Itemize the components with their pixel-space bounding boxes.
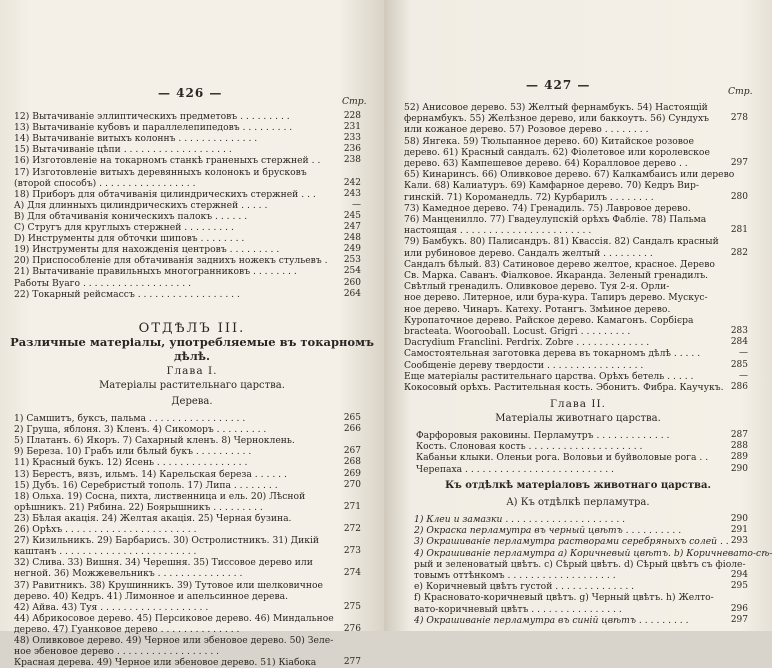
toc-entry-text: 18) Ольха. 19) Сосна, пихта, лиственница и ель. 20) Лѣсной [14,490,306,502]
page-number: — 427 — [526,78,591,92]
toc-entry-text: Черепаха . . . . . . . . . . . . . . . . . . . . . . . . . . [416,463,614,475]
toc-entry-text: 48) Оливковое дерево. 49) Черное или эбеновое дерево. 50) Зеле- [14,635,334,646]
toc-entry-text: B) Для обтачиванія коническихъ палокъ . . . . . . [14,210,248,222]
toc-entry-text: Сообщеніе дереву твердости . . . . . . . . . . . . . . . . . [404,359,644,371]
toc-entry-text: 73) Камедное дерево. 74) Гренадиль. 75) Лавровое дерево. [404,202,691,214]
toc-entry-page: 266 [343,424,361,435]
toc-entry-text: или кожаное дерево. 57) Розовое дерево . . . . . . . . [404,124,649,136]
toc-entry-text: e) Коричневый цвѣтъ густой . . . . . . . . . . . . . . [414,581,635,593]
toc-entry-text: 27) Кизильникъ. 29) Барбарисъ. 30) Остролистникъ. 31) Дикій [14,535,320,547]
toc-entry-page: 290 [730,514,748,524]
toc-entry-page: 278 [730,113,748,124]
toc-entry-text: каштанъ . . . . . . . . . . . . . . . . . . . . . . . . [14,546,197,558]
toc-entry-text: Сандалъ бѣлый. 83) Сатиновое дерево желтое, красное. Дерево [404,258,715,270]
toc-entry-text: 52) Анисовое дерево. 53) Желтый фернамбукъ. 54) Настоящій [404,102,708,113]
toc-entry-page: 276 [343,623,361,634]
toc-entry-text: 12) Вытачиваніе эллиптическихъ предметовъ . . . . . . . . . [14,111,290,122]
toc-entry-text: D) Инструменты для обточки шиповъ . . . . . . . . [14,233,245,245]
toc-entry-text: Свѣтлый гренадилъ. Оливковое дерево. Туя 2-я. Орли- [404,281,670,293]
toc-entry-page: 260 [343,277,361,288]
toc-entry-text: 15) Дубъ. 16) Серебристый тополь. 17) Липа . . . . . . . . [14,479,278,491]
toc-entry-page: 233 [343,133,361,144]
toc-entry-text: 4) Окрашиваніе перламутра въ синій цвѣтъ . . . . . . . . . [414,614,689,626]
toc-entry-page: 286 [730,382,748,392]
toc-entry-text: 65) Кинаринсъ. 66) Оливковое дерево. 67) Калкамбаисъ или дерево [404,169,735,181]
section-subtitle: Различные матеріалы, употребляемые въ токарномъ [10,335,374,349]
toc-entry-text: C) Стругъ для круглыхъ стержней . . . . . . . . . [14,222,234,233]
chapter-title: Глава II. [549,398,607,410]
page-number: — 426 — [158,86,223,100]
toc-entry-text: 11) Красный букъ. 12) Ясень . . . . . . . . . . . . . . . . [14,457,248,469]
toc-entry-text: 2) Окраска перламутра въ черный цвѣтъ . . . . . . . . . . [414,525,682,537]
toc-entry-page: 294 [730,570,748,580]
toc-entry-page: 270 [343,479,361,490]
page-column-label: Стр. [728,86,753,97]
toc-entry-text: Кость. Слоновая кость . . . . . . . . . . . . . . . . . . . . [416,441,643,453]
toc-entry-text: 58) Янгека. 59) Тюльпанное дерево. 60) Китайское розовое [404,135,694,147]
toc-entry-page: 275 [343,601,361,612]
toc-entry-page: 242 [343,177,361,188]
toc-entry-page: 228 [343,111,361,121]
toc-entry-text: 13) Вытачиваніе кубовъ и параллелепипедовъ . . . . . . . . . [14,122,293,134]
toc-entry-text: фернамбукъ. 55) Желѣзное дерево, или баккоутъ. 56) Сундухъ [404,113,709,125]
toc-entry-text: 44) Абрикосовое дерево. 45) Персиковое дерево. 46) Миндальное [14,612,334,624]
toc-entry-text: Самостоятельная заготовка дерева въ токарномъ дѣлѣ . . . . . [404,348,701,360]
toc-entry-text: Кабаньи клыки. Оленьи рога. Воловьи и буйволовые рога . . [416,452,709,464]
group-subtitle: A) Къ отдѣлкѣ перламутра. [506,497,650,508]
toc-entry-page: — [739,370,748,381]
toc-entry-page: 285 [730,359,748,370]
toc-entry-page: 236 [343,144,361,155]
toc-entry-page: 290 [730,463,748,474]
toc-entry-text: 1) Клеи и замазки . . . . . . . . . . . . . . . . . . . . . [414,514,626,525]
toc-entry-page: 243 [343,188,361,199]
toc-entry-text: 1) Самшитъ, буксъ, пальма . . . . . . . . . . . . . . . . . [14,413,246,424]
toc-entry-text: 22) Токарный рейсмассъ . . . . . . . . . . . . . . . . . . [14,288,240,300]
toc-entry-text: дерево. 47) Гуанковое дерево . . . . . . . . . . . . . . [14,623,240,635]
toc-entry-text: 20) Приспособленіе для обтачиванія заднихъ ножекъ стульевъ . [14,255,328,267]
toc-entry-text: 17) Изготовленіе витыхъ деревянныхъ колонокъ и брусковъ [14,166,307,178]
toc-entry-page: 248 [343,233,361,244]
toc-entry-page: 283 [730,326,748,336]
toc-entry-text: Еще матеріалы растительнаго царства. Орѣхъ бетель . . . . . [404,370,694,382]
toc-entry-page: 277 [343,657,361,668]
toc-entry-page: 268 [343,457,361,468]
chapter-subtitle: Матеріалы животнаго царства. [495,413,661,424]
toc-entry-text: орѣшникъ. 21) Рябина. 22) Боярышникъ . . . . . . . . . [14,501,263,513]
toc-entry-page: 296 [730,603,748,614]
toc-entry-text: ное дерево. Чинаръ. Катеху. Ротангъ. Змѣиное дерево. [404,303,671,315]
toc-entry-text: 15) Вытачиваніе цѣпи . . . . . . . . . . . . . . . . . . . [14,144,232,156]
section-title: ОТДѢЛЪ III. [138,321,246,336]
chapter-subtitle: Матеріалы растительнаго царства. [99,380,285,391]
toc-entry-page: 297 [730,158,748,168]
toc-entry-page: 265 [343,413,361,423]
toc-entry-text: Dacrydium Franclini. Perdrix. Zobre . . . . . . . . . . . . . [404,337,650,349]
toc-entry-text: или рубиновое дерево. Сандалъ желтый . . . . . . . . . [404,247,653,259]
toc-entry-text: дерево. 63) Кампешевое дерево. 64) Коралловое дерево . . [404,158,688,169]
left-page [0,0,384,668]
toc-entry-text: 37) Равитникъ. 38) Крушинникъ. 39) Тутовое или шелковичное [14,579,323,591]
toc-entry-page: 272 [343,524,361,534]
toc-entry-page: 231 [343,122,361,133]
toc-entry-text: Кокосовый орѣхъ. Растительная кость. Эбонитъ. Фибра. Каучукъ. [404,382,724,393]
toc-entry-page: 293 [730,536,748,547]
toc-entry-page: 288 [730,441,748,452]
toc-entry-text: ное дерево. Литерное, или бура-кура. Тапиръ дерево. Мускус- [404,292,708,304]
toc-entry-text: 3) Окрашиваніе перламутра растворами серебряныхъ солей . . [414,536,729,548]
toc-entry-text: 42) Айва. 43) Туя . . . . . . . . . . . . . . . . . . . [14,601,209,613]
toc-entry-text: Св. Марка. Саванъ. Фіалковое. Якаранда. Зеленый гренадилъ. [404,270,709,281]
toc-entry-text: вато-коричневый цвѣтъ . . . . . . . . . . . . . . . . [414,603,622,615]
toc-entry-text: 16) Изготовленіе на токарномъ станкѣ граненыхъ стержней . . [14,155,321,167]
toc-entry-page: 281 [730,225,748,236]
toc-entry-text: негной. 36) Можжевельникъ . . . . . . . . . . . . . . . [14,568,243,580]
toc-entry-text: гинскій. 71) Короманедль. 72) Курбарилъ . . . . . . . . [404,191,654,203]
toc-entry-text: (второй способъ) . . . . . . . . . . . . . . . . . [14,177,196,189]
toc-entry-text: товымъ оттѣнкомъ . . . . . . . . . . . . . . . . . . . [414,570,616,581]
toc-entry-page: 297 [730,614,748,625]
toc-entry-page: — [352,199,361,210]
toc-entry-page: 284 [730,337,748,348]
toc-entry-page: 249 [343,244,361,255]
toc-entry-page: 282 [730,247,748,258]
toc-entry-text: настоящая . . . . . . . . . . . . . . . . . . . . . . . [404,225,592,237]
toc-entry-text: Красная дерева. 49) Черное или эбеновое дерево. 51) Кіабока [14,657,317,668]
toc-entry-page: 273 [343,546,361,557]
toc-entry-text: 19) Инструменты для нахожденія центровъ . . . . . . . . . [14,244,280,256]
toc-entry-page: 280 [730,191,748,202]
toc-entry-text: 76) Манценилло. 77) Гвадеулупскій орѣхъ Фабліе. 78) Пальма [404,214,707,225]
toc-entry-page: 291 [730,525,748,536]
toc-entry-text: 21) Вытачиваніе правильныхъ многогранниковъ . . . . . . . . [14,266,297,278]
toc-entry-text: 18) Приборъ для обтачиванія цилиндрическихъ стержней . . . [14,188,316,200]
group-title: Дерева. [171,396,213,407]
toc-entry-page: — [739,348,748,359]
toc-entry-text: 23) Бѣлая акація. 24) Желтая акація. 25) Черная бузина. [14,512,292,524]
toc-entry-text: 4) Окрашиваніе перламутра a) Коричневый цвѣтъ. b) Коричневато-сѣ- [414,547,772,559]
toc-entry-page: 264 [343,288,361,299]
toc-entry-page: 238 [343,155,361,166]
toc-entry-text: дерево. 40) Кедръ. 41) Лимонное и апельсинное дерева. [14,590,289,602]
toc-entry-page: 269 [343,468,361,479]
toc-entry-page: 253 [343,255,361,266]
toc-entry-page: 267 [343,446,361,457]
toc-entry-text: 5) Платанъ. 6) Якоръ. 7) Сахарный кленъ. 8) Черноклень. [14,435,295,447]
toc-entry-page: 287 [730,430,748,440]
toc-entry-text: дерево. 61) Красный сандалъ. 62) Фіолетовое или королевское [404,146,710,158]
toc-entry-text: 14) Вытачиваніе витыхъ колоннъ . . . . . . . . . . . . . . [14,133,258,145]
toc-entry-page: 289 [730,452,748,463]
toc-entry-text: Работы Вуаго . . . . . . . . . . . . . . . . . . . [14,277,191,289]
toc-entry-text: Куропаточное дерево. Райское дерево. Камагонъ. Сорбієра [404,314,694,326]
toc-entry-text: 26) Орѣхъ . . . . . . . . . . . . . . . . . . . . . . . [14,524,197,535]
chapter-title: Глава I. [166,365,218,377]
toc-entry-page: 247 [343,222,361,232]
toc-entry-text: 2) Груша, яблоня. 3) Кленъ. 4) Сикоморъ . . . . . . . . . [14,424,267,436]
toc-entry-text: 32) Слива. 33) Вишня. 34) Черешня. 35) Тиссовое дерево или [14,557,313,569]
toc-entry-page: 245 [343,210,361,221]
group-title: Къ отдѣлкѣ матеріаловъ животнаго царства. [445,480,711,491]
toc-entry-text: Фарфоровыя раковины. Перламутръ . . . . . . . . . . . . . [416,430,670,441]
toc-entry-text: 13) Берестъ, вязъ, ильмъ. 14) Карельская береза . . . . . . [14,468,287,480]
toc-entry-text: ное эбеновое дерево . . . . . . . . . . . . . . . . . . [14,646,220,658]
toc-entry-text: 79) Бамбукъ. 80) Палисандръ. 81) Квассія. 82) Сандалъ красный [404,236,719,248]
toc-entry-text: f) Красновато-коричневый цвѣтъ. g) Черный цвѣтъ. h) Желто- [414,592,714,604]
toc-entry-text: bracteata. Woorooball. Locust. Grigri . . . . . . . . . [404,326,631,337]
toc-entry-page: 271 [343,501,361,512]
toc-entry-text: A) Для длинныхъ цилиндрическихъ стержней . . . . . [14,199,268,211]
toc-entry-text: 9) Береза. 10) Грабъ или бѣлый букъ . . . . . . . . . . [14,446,252,458]
toc-entry-page: 274 [343,568,361,579]
toc-entry-text: рый и зеленоватый цвѣтъ. c) Сѣрый цвѣтъ. d) Сѣрый цвѣтъ съ фіоле- [414,558,746,570]
toc-entry-page: 295 [730,581,748,592]
right-page [384,0,772,631]
section-subtitle-continued: дѣлѣ. [174,349,210,363]
toc-entry-text: Кали. 68) Калиатуръ. 69) Камфарное дерево. 70) Кедръ Вир- [404,180,700,192]
toc-entry-page: 254 [343,266,361,277]
page-column-label: Стр. [342,96,367,107]
